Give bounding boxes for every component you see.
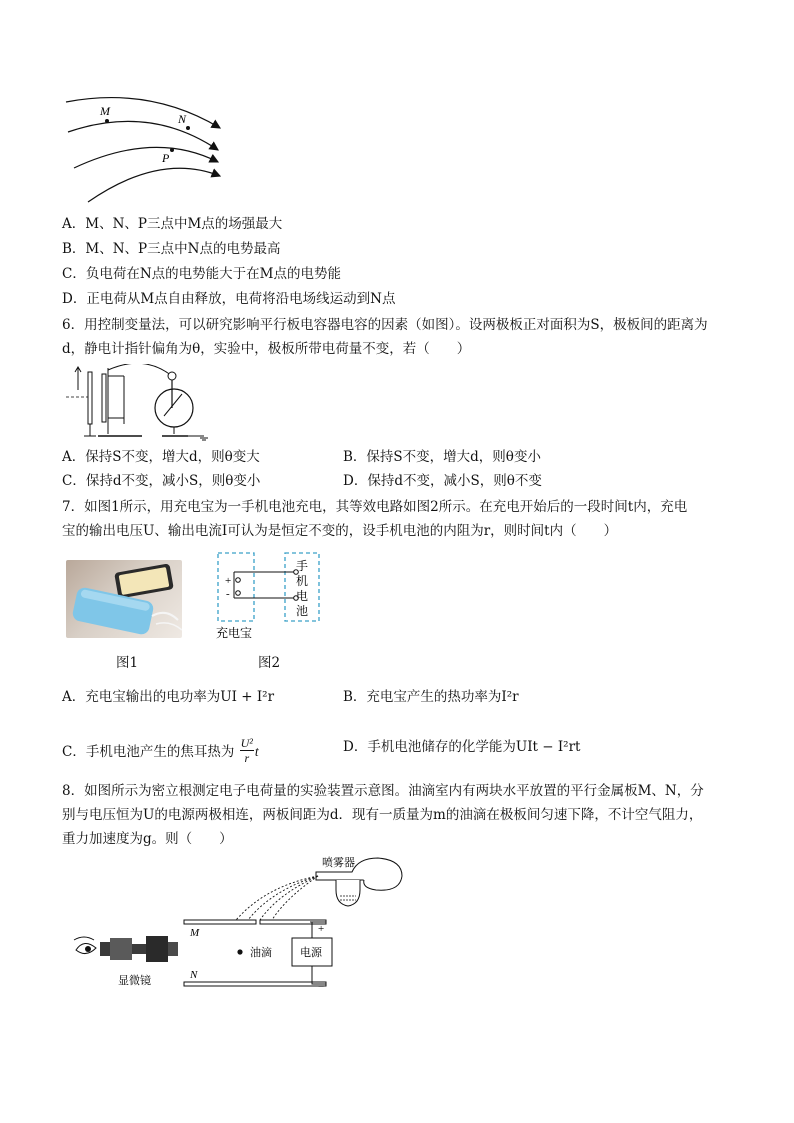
power-minus-label: − bbox=[318, 981, 325, 993]
fraction-numerator: U² bbox=[240, 736, 253, 750]
power-bank-photo bbox=[66, 560, 182, 638]
q5-option-b[interactable]: B．M、N、P三点中N点的电势最高 bbox=[62, 241, 281, 257]
q6-stem-line2: d，静电计指针偏角为θ，实验中，极板所带电荷量不变，若（ ） bbox=[62, 341, 471, 357]
label-m: M bbox=[100, 104, 110, 118]
label-n: N bbox=[178, 112, 187, 126]
q5-option-c[interactable]: C．负电荷在N点的电势能大于在M点的电势能 bbox=[62, 266, 341, 282]
millikan-apparatus-diagram bbox=[66, 852, 416, 998]
q7-stem-line2: 宝的输出电压U、输出电流I可认为是恒定不变的，设手机电池的内阻为r，则时间t内（ ） bbox=[62, 523, 618, 539]
fraction-denominator: r bbox=[244, 751, 250, 765]
point-n bbox=[186, 126, 190, 130]
q7-option-a[interactable]: A．充电宝输出的电功率为UI + I²r bbox=[62, 689, 275, 705]
sprayer-label: 喷雾器 bbox=[322, 857, 355, 869]
figure-1-caption: 图1 bbox=[116, 655, 139, 671]
figure-2-caption: 图2 bbox=[258, 655, 281, 671]
circuit-plus-label: + bbox=[225, 575, 232, 587]
q6-option-b[interactable]: B．保持S不变，增大d，则θ变小 bbox=[343, 449, 541, 465]
power-supply-label: 电源 bbox=[300, 947, 322, 959]
power-bank-label: 充电宝 bbox=[216, 626, 253, 640]
q7-option-c-text: C．手机电池产生的焦耳热为 bbox=[62, 744, 235, 760]
phone-label-char-2: 机 bbox=[296, 574, 309, 588]
q7-option-c[interactable] bbox=[62, 738, 259, 767]
phone-label-char-4: 池 bbox=[296, 604, 309, 618]
fraction bbox=[240, 736, 254, 765]
field-line-4 bbox=[88, 168, 220, 202]
oil-drop bbox=[237, 949, 242, 954]
equivalent-circuit-diagram bbox=[212, 550, 324, 640]
point-p bbox=[170, 148, 174, 152]
point-m bbox=[105, 119, 109, 123]
q8-stem-line3: 重力加速度为g。则（ ） bbox=[62, 831, 233, 847]
phone-label-char-1: 手 bbox=[296, 559, 309, 573]
microscope-label: 显微镜 bbox=[118, 975, 151, 987]
label-p: P bbox=[162, 151, 170, 165]
field-line-3 bbox=[74, 147, 218, 168]
q7-option-b[interactable]: B．充电宝产生的热功率为I²r bbox=[343, 689, 519, 705]
capacitor-electrometer-diagram bbox=[64, 364, 214, 442]
q7-option-d[interactable]: D．手机电池储存的化学能为UIt − I²rt bbox=[343, 739, 581, 755]
circuit-minus-label: - bbox=[226, 588, 230, 600]
phone-label-char-3: 电 bbox=[296, 589, 309, 603]
q6-stem-line1: 6．用控制变量法，可以研究影响平行板电容器电容的因素（如图）。设两极板正对面积为S，极板间的距离为 bbox=[62, 317, 708, 333]
time-symbol: t bbox=[254, 744, 259, 759]
q6-option-c[interactable]: C．保持d不变，减小S，则θ变小 bbox=[62, 473, 261, 489]
field-line-2 bbox=[68, 121, 218, 150]
q6-option-d[interactable]: D．保持d不变，减小S，则θ不变 bbox=[343, 473, 542, 489]
field-line-1 bbox=[66, 98, 220, 128]
q8-stem-line1: 8．如图所示为密立根测定电子电荷量的实验装置示意图。油滴室内有两块水平放置的平行金属板M、N，分 bbox=[62, 783, 704, 799]
plate-m-label: M bbox=[190, 927, 200, 939]
q6-option-a[interactable]: A．保持S不变，增大d，则θ变大 bbox=[62, 449, 260, 465]
plate-n-label: N bbox=[190, 969, 198, 981]
electric-field-diagram bbox=[60, 90, 235, 205]
power-plus-label: + bbox=[318, 923, 325, 935]
q7-stem-line1: 7．如图1所示，用充电宝为一手机电池充电，其等效电路如图2所示。在充电开始后的一段时间t内，充电 bbox=[62, 499, 688, 515]
q8-stem-line2: 别与电压恒为U的电源两极相连，两板间距为d．现有一质量为m的油滴在极板间匀速下降，不计空气阻力， bbox=[62, 807, 703, 823]
q5-option-d[interactable]: D．正电荷从M点自由释放，电荷将沿电场线运动到N点 bbox=[62, 291, 396, 307]
oil-drop-label: 油滴 bbox=[250, 947, 272, 959]
q5-option-a[interactable]: A．M、N、P三点中M点的场强最大 bbox=[62, 216, 283, 232]
